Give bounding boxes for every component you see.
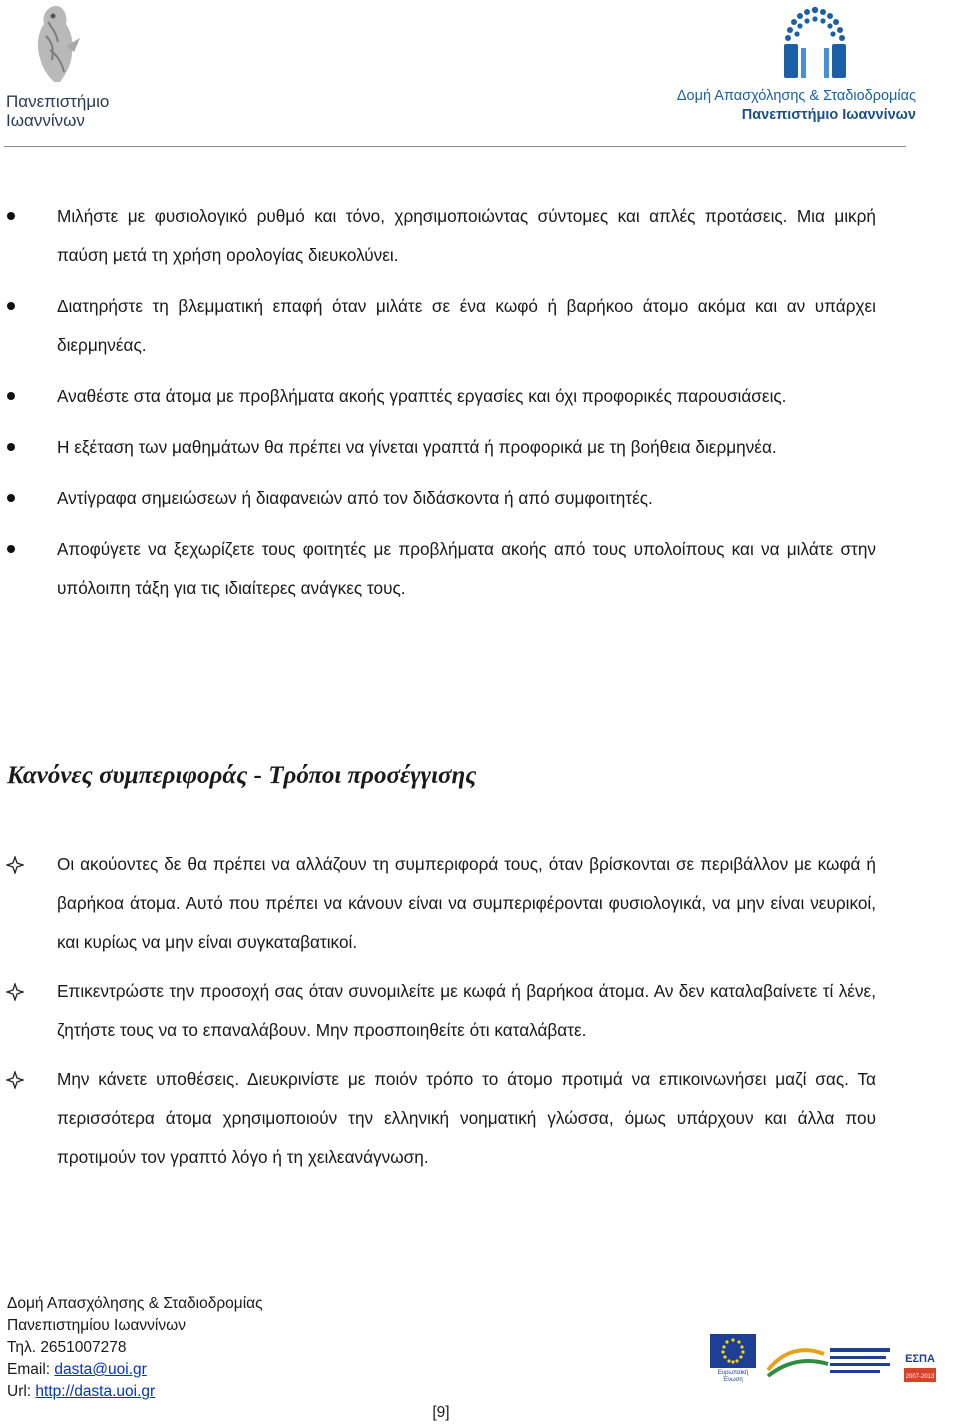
university-logo	[4, 2, 114, 130]
page-footer	[7, 1293, 263, 1403]
eu-caption: Ευρωπαϊκή Ένωση	[717, 1370, 749, 1383]
dasta-title: Δομή Απασχόλησης & Σταδιοδρομίας	[676, 88, 916, 104]
behavior-rules-list	[0, 845, 960, 1187]
dasta-subtitle: Πανεπιστήμιο Ιωαννίνων	[741, 107, 916, 123]
operational-programme-logo-icon	[764, 1340, 894, 1384]
eu-logo	[710, 1334, 756, 1384]
header-divider	[4, 146, 906, 147]
guideline-bullet-list	[0, 197, 960, 620]
footer-email-row: Email: dasta@uoi.gr	[7, 1361, 147, 1378]
page-header	[0, 0, 960, 150]
espa-logo	[902, 1340, 938, 1384]
footer-org-line1: Δομή Απασχόλησης & Σταδιοδρομίας	[7, 1295, 263, 1312]
list-item: Αντίγραφα σημειώσεων ή διαφανειών από τον διδάσκοντα ή από συμφοιτητές.	[0, 479, 960, 518]
footer-url-row: Url: http://dasta.uoi.gr	[7, 1383, 156, 1400]
website-link[interactable]: http://dasta.uoi.gr	[35, 1383, 156, 1400]
list-item: Αποφύγετε να ξεχωρίζετε τους φοιτητές με προβλήματα ακοής από τους υπολοίπους και να μιλάτε στην υπόλοιπη τάξη για τις ιδιαίτερες ανάγκες τους.	[0, 530, 960, 608]
list-item: Η εξέταση των μαθημάτων θα πρέπει να γίνεται γραπτά ή προφορικά με τη βοήθεια διερμηνέα.	[0, 428, 960, 467]
bullet-dot-icon	[7, 392, 15, 400]
eu-flag-icon	[710, 1334, 756, 1368]
diamond-bullet-icon	[6, 1071, 24, 1089]
bullet-dot-icon	[7, 212, 15, 220]
list-item: Μιλήστε με φυσιολογικό ρυθμό και τόνο, χρησιμοποιώντας σύντομες και απλές προτάσεις. Μια μικρή παύση μετά τη χρήση ορολογίας διευκολύνει.	[0, 197, 960, 275]
bullet-dot-icon	[7, 443, 15, 451]
email-link[interactable]: dasta@uoi.gr	[54, 1361, 147, 1378]
list-item: Μην κάνετε υποθέσεις. Διευκρινίστε με ποιόν τρόπο το άτομο προτιμά να επικοινωνήσει μαζί σας. Τα περισσότερα άτομα χρησιμοποιούν την ελληνική νοηματική γλώσσα, όμως υπάρχουν και άλλα που προτιμούν τον γραπτό λόγο ή τη χειλεανάγνωση.	[0, 1060, 960, 1177]
dasta-logo	[656, 2, 916, 123]
footer-org-line2: Πανεπιστημίου Ιωαννίνων	[7, 1317, 186, 1334]
university-name-line2: Ιωαννίνων	[6, 111, 85, 130]
footer-phone: Τηλ. 2651007278	[7, 1339, 127, 1356]
list-item: Οι ακούοντες δε θα πρέπει να αλλάζουν τη συμπεριφορά τους, όταν βρίσκονται σε περιβάλλον με κωφά ή βαρήκοα άτομα. Αυτό που πρέπει να κάνουν είναι να συμπεριφέρονται φυσιολογικά, να μην είναι νευρικοί, και κυρίως να μην είναι συγκαταβατικοί.	[0, 845, 960, 962]
bullet-dot-icon	[7, 545, 15, 553]
list-item: Αναθέστε στα άτομα με προβλήματα ακοής γραπτές εργασίες και όχι προφορικές παρουσιάσεις.	[0, 377, 960, 416]
section-heading: Κανόνες συμπεριφοράς - Τρόποι προσέγγισης	[7, 762, 477, 789]
list-item: Διατηρήστε τη βλεμματική επαφή όταν μιλάτε σε ένα κωφό ή βαρήκοο άτομο ακόμα και αν υπάρχει διερμηνέας.	[0, 287, 960, 365]
list-item: Επικεντρώστε την προσοχή σας όταν συνομιλείτε με κωφά ή βαρήκοα άτομα. Αν δεν καταλαβαίνετε τί λένε, ζητήστε τους να το επαναλάβουν. Μην προσποιηθείτε ότι καταλάβατε.	[0, 972, 960, 1050]
espa-wordmark: ΕΣΠΑ	[905, 1353, 935, 1365]
university-name-line1: Πανεπιστήμιο	[6, 92, 110, 111]
bullet-dot-icon	[7, 302, 15, 310]
espa-years: 2007-2013	[905, 1374, 935, 1380]
page-number: [9]	[432, 1404, 450, 1421]
dasta-arch-icon	[776, 2, 854, 82]
diamond-bullet-icon	[6, 856, 24, 874]
bullet-dot-icon	[7, 494, 15, 502]
funding-logos	[710, 1334, 938, 1384]
diamond-bullet-icon	[6, 983, 24, 1001]
owl-emblem-icon	[28, 2, 86, 86]
